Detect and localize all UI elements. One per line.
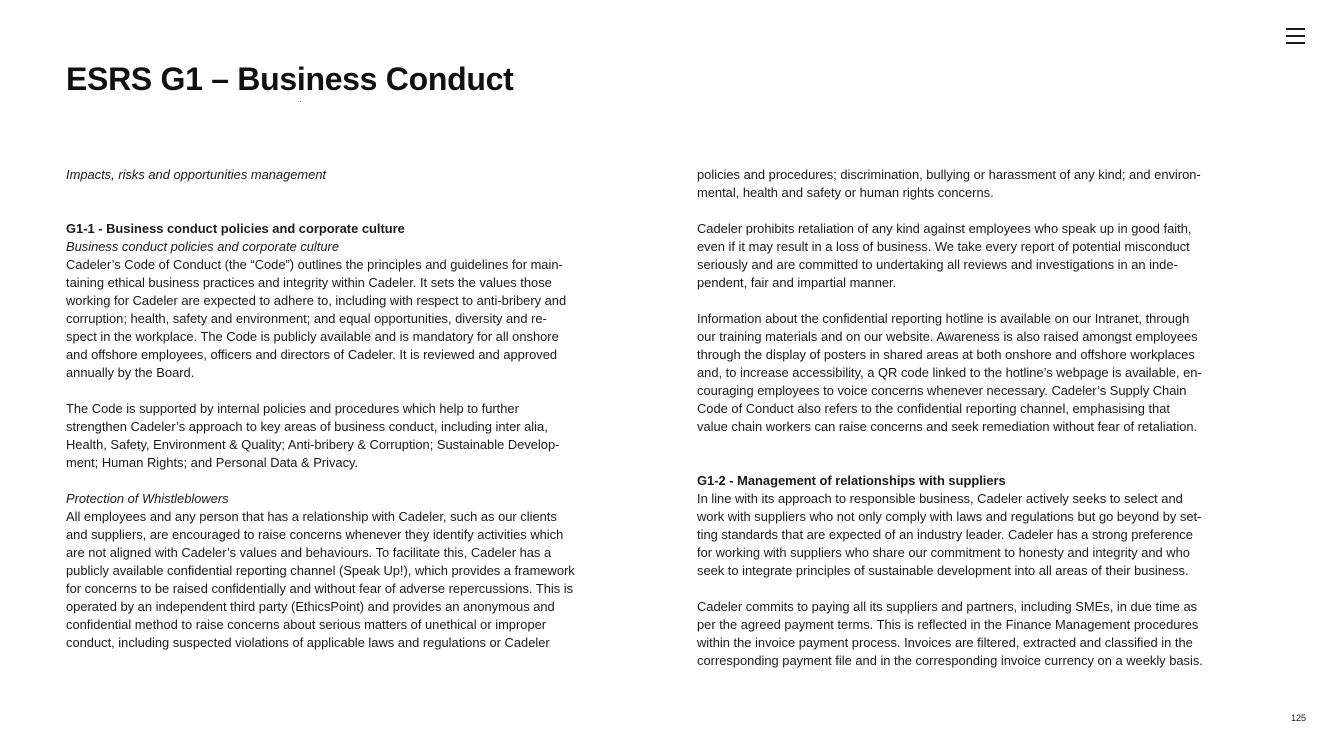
- spacer: [66, 472, 640, 490]
- text-line: conduct, including suspected violations of applicable laws and regulations or Cadeler: [66, 635, 550, 650]
- text-line: couraging employees to voice concerns whenever necessary. Cadeler’s Supply Chain: [697, 383, 1187, 398]
- g1-1-subheading: Business conduct policies and corporate culture: [66, 239, 340, 254]
- text-line: ment; Human Rights; and Personal Data & Privacy.: [66, 455, 359, 470]
- text-line: Cadeler prohibits retaliation of any kind against employees who speak up in good faith,: [697, 221, 1192, 236]
- paragraph-policies-continued: [697, 166, 1265, 202]
- text-line: publicly available confidential reporting channel (Speak Up!), which provides a framework: [66, 563, 575, 578]
- text-line: our training materials and on our website. Awareness is also raised amongst employees: [697, 329, 1198, 344]
- text-line: Cadeler’s Code of Conduct (the “Code”) outlines the principles and guidelines for main-: [66, 257, 563, 272]
- g1-1-heading: G1-1 - Business conduct policies and corporate culture: [66, 221, 405, 236]
- paragraph-whistleblowers: [66, 508, 640, 652]
- hamburger-menu-icon[interactable]: [1286, 27, 1305, 45]
- text-line: working for Cadeler are expected to adhere to, including with respect to anti-bribery and: [66, 293, 567, 308]
- page-number: 125: [1291, 713, 1307, 723]
- text-line: policies and procedures; discrimination, bullying or harassment of any kind; and environ-: [697, 167, 1201, 182]
- spacer: [697, 292, 1265, 310]
- text-line: Information about the confidential reporting hotline is available on our Intranet, through: [697, 311, 1190, 326]
- text-line: spect in the workplace. The Code is publicly available and is mandatory for all onshore: [66, 329, 559, 344]
- text-line: All employees and any person that has a relationship with Cadeler, such as our clients: [66, 509, 557, 524]
- section-label: Impacts, risks and opportunities management: [66, 167, 327, 182]
- right-column: [697, 166, 1265, 670]
- spacer: [697, 580, 1265, 598]
- text-line: taining ethical business practices and integrity within Cadeler. It sets the values those: [66, 275, 552, 290]
- paragraph-retaliation: [697, 220, 1265, 292]
- text-line: for concerns to be raised confidentially and without fear of adverse repercussions. This is: [66, 581, 574, 596]
- text-line: per the agreed payment terms. This is reflected in the Finance Management procedures: [697, 617, 1199, 632]
- whistleblower-heading: Protection of Whistleblowers: [66, 491, 229, 506]
- text-line: confidential method to raise concerns about serious matters of unethical or improper: [66, 617, 547, 632]
- text-line: Cadeler commits to paying all its suppliers and partners, including SMEs, in due time as: [697, 599, 1198, 614]
- text-line: value chain workers can raise concerns and seek remediation without fear of retaliation.: [697, 419, 1198, 434]
- page-title: ESRS G1 – Business Conduct: [66, 61, 514, 97]
- paragraph-reporting-hotline: [697, 310, 1265, 436]
- text-line: annually by the Board.: [66, 365, 195, 380]
- paragraph-code-support: [66, 400, 640, 472]
- text-line: seek to integrate principles of sustainable development into all areas of their business.: [697, 563, 1189, 578]
- text-line: for working with suppliers who share our commitment to honesty and integrity and who: [697, 545, 1190, 560]
- paragraph-payment-terms: [697, 598, 1265, 670]
- text-line: work with suppliers who not only comply with laws and regulations but go beyond by set-: [697, 509, 1202, 524]
- left-column: [66, 166, 640, 652]
- text-line: mental, health and safety or human rights concerns.: [697, 185, 994, 200]
- text-line: pendent, fair and impartial manner.: [697, 275, 897, 290]
- text-line: ting standards that are expected of an industry leader. Cadeler has a strong preference: [697, 527, 1193, 542]
- text-line: are not aligned with Cadeler’s values and behaviours. To facilitate this, Cadeler has a: [66, 545, 552, 560]
- paragraph-code-of-conduct: [66, 256, 640, 382]
- text-line: The Code is supported by internal policies and procedures which help to further: [66, 401, 519, 416]
- text-line: Code of Conduct also refers to the confidential reporting channel, emphasising that: [697, 401, 1170, 416]
- spacer: [66, 184, 640, 220]
- menu-bar: [1286, 42, 1305, 44]
- text-line: within the invoice payment process. Invoices are filtered, extracted and classified in the: [697, 635, 1193, 650]
- menu-bar: [1286, 28, 1305, 30]
- text-line: seriously and are committed to undertaking all reviews and investigations in an inde-: [697, 257, 1178, 272]
- spacer: [697, 202, 1265, 220]
- text-line: strengthen Cadeler’s approach to key areas of business conduct, including inter alia,: [66, 419, 548, 434]
- g1-2-heading: G1-2 - Management of relationships with suppliers: [697, 473, 1006, 488]
- text-line: corresponding payment file and in the corresponding invoice currency on a weekly basis.: [697, 653, 1203, 668]
- text-line: even if it may result in a loss of business. We take every report of potential misconduct: [697, 239, 1190, 254]
- text-line: In line with its approach to responsible business, Cadeler actively seeks to select and: [697, 491, 1183, 506]
- text-line: through the display of posters in shared areas at both onshore and offshore workplaces: [697, 347, 1195, 362]
- menu-bar: [1286, 35, 1305, 37]
- text-line: operated by an independent third party (EthicsPoint) and provides an anonymous and: [66, 599, 555, 614]
- text-line: and offshore employees, officers and directors of Cadeler. It is reviewed and approved: [66, 347, 558, 362]
- text-line: and suppliers, are encouraged to raise concerns whenever they identify activities which: [66, 527, 564, 542]
- decorative-dot: [300, 101, 301, 102]
- text-line: Health, Safety, Environment & Quality; Anti-bribery & Corruption; Sustainable Develop-: [66, 437, 560, 452]
- paragraph-supplier-selection: [697, 490, 1265, 580]
- text-line: and, to increase accessibility, a QR code linked to the hotline’s webpage is available, en-: [697, 365, 1202, 380]
- spacer: [66, 382, 640, 400]
- spacer: [697, 436, 1265, 472]
- text-line: corruption; health, safety and environment; and equal opportunities, diversity and re-: [66, 311, 547, 326]
